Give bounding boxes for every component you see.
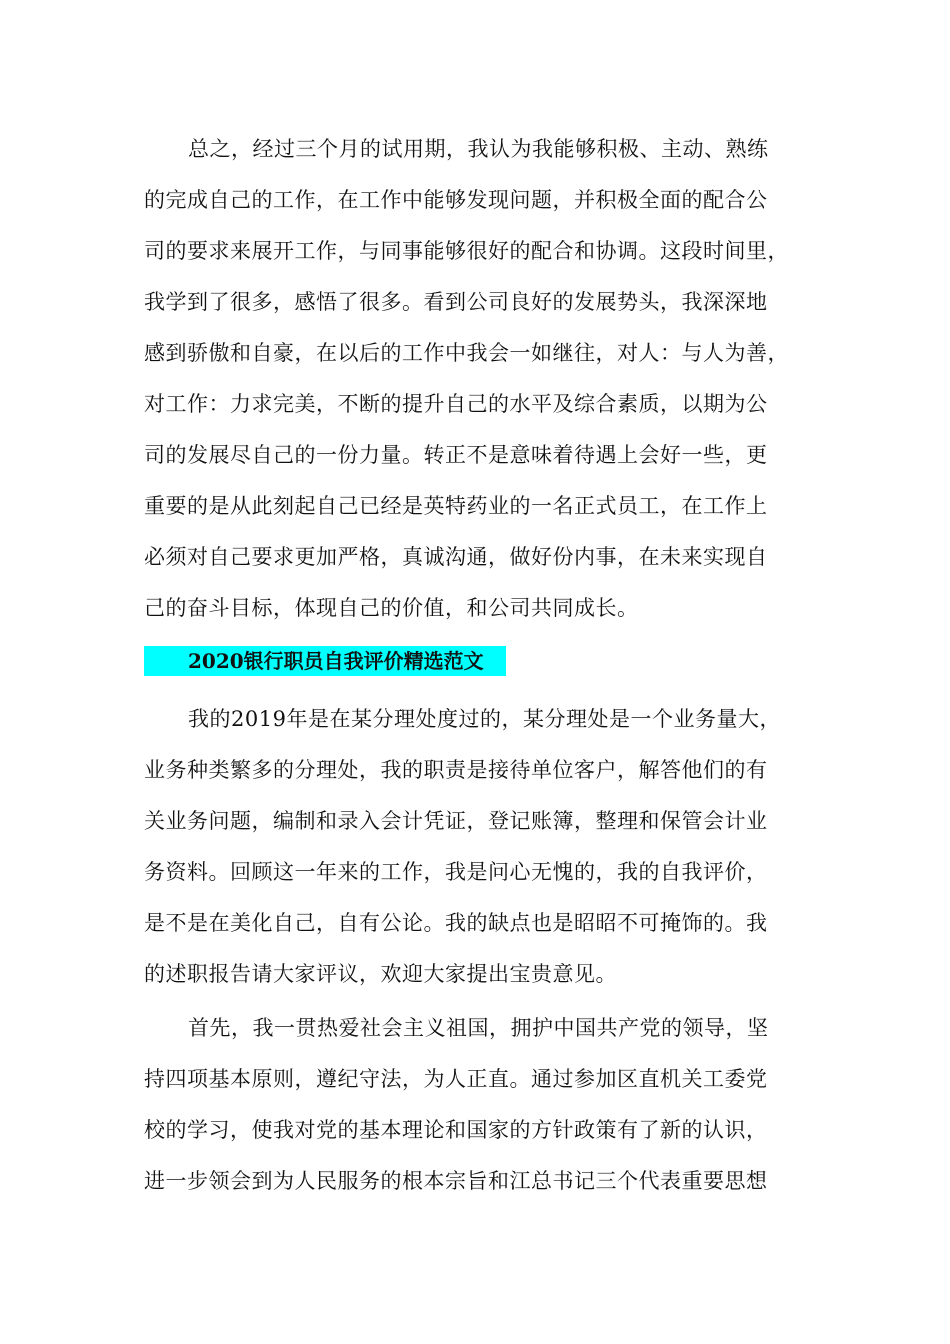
section-heading [144,646,506,676]
paragraph-first [144,1003,804,1207]
section-heading-text: 2020银行职员自我评价精选范文 [144,646,506,676]
text-line: 总之，经过三个月的试用期，我认为我能够积极、主动、熟练 [188,137,769,161]
text-line: 业务种类繁多的分理处，我的职责是接待单位客户，解答他们的有 [144,758,768,782]
text-line: 我学到了很多，感悟了很多。看到公司良好的发展势头，我深深地 [144,290,768,314]
text-line: 的完成自己的工作，在工作中能够发现问题，并积极全面的配合公 [144,188,768,212]
text-line: 司的要求来展开工作，与同事能够很好的配合和协调。这段时间里， [144,239,789,263]
paragraph-summary [144,124,804,634]
text-line: 的述职报告请大家评议，欢迎大家提出宝贵意见。 [144,962,617,986]
text-line: 校的学习，使我对党的基本理论和国家的方针政策有了新的认识， [144,1118,768,1142]
text-line: 进一步领会到为人民服务的根本宗旨和江总书记三个代表重要思想 [144,1169,768,1193]
text-line: 重要的是从此刻起自己已经是英特药业的一名正式员工，在工作上 [144,494,768,518]
text-line: 己的奋斗目标，体现自己的价值，和公司共同成长。 [144,596,639,620]
text-line: 必须对自己要求更加严格，真诚沟通，做好份内事，在未来实现自 [144,545,768,569]
text-line: 司的发展尽自己的一份力量。转正不是意味着待遇上会好一些，更 [144,443,768,467]
text-line: 务资料。回顾这一年来的工作，我是问心无愧的，我的自我评价， [144,860,768,884]
text-line: 我的2019年是在某分理处度过的，某分理处是一个业务量大， [188,707,781,731]
paragraph-intro [144,694,804,1000]
text-line: 是不是在美化自己，自有公论。我的缺点也是昭昭不可掩饰的。我 [144,911,768,935]
text-line: 首先，我一贯热爱社会主义祖国，拥护中国共产党的领导，坚 [188,1016,769,1040]
text-line: 持四项基本原则，遵纪守法，为人正直。通过参加区直机关工委党 [144,1067,768,1091]
text-line: 感到骄傲和自豪，在以后的工作中我会一如继往，对人：与人为善， [144,341,789,365]
text-line: 关业务问题，编制和录入会计凭证，登记账簿，整理和保管会计业 [144,809,768,833]
text-line: 对工作：力求完美，不断的提升自己的水平及综合素质，以期为公 [144,392,768,416]
